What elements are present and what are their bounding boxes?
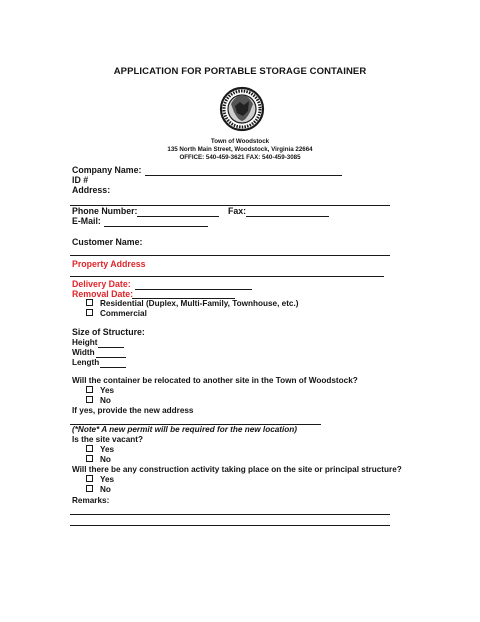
- customer-name-label: Customer Name:: [72, 237, 143, 247]
- site-yes[interactable]: Yes: [86, 445, 114, 454]
- width-field[interactable]: [96, 357, 126, 358]
- relocation-no[interactable]: No: [86, 396, 111, 405]
- removal-date-label: Removal Date:: [72, 289, 134, 299]
- remarks-line-2[interactable]: [70, 525, 390, 526]
- site-no-checkbox[interactable]: [86, 455, 93, 462]
- email-label: E-Mail:: [72, 216, 101, 226]
- delivery-date-label: Delivery Date:: [72, 279, 131, 289]
- height-label: Height: [72, 338, 98, 347]
- company-name-label: Company Name:: [72, 165, 142, 175]
- length-field[interactable]: [100, 367, 126, 368]
- customer-name-field[interactable]: [70, 255, 390, 256]
- commercial-option[interactable]: Commercial: [86, 309, 147, 318]
- permit-note: (*Note* A new permit will be required for the new location): [72, 425, 298, 434]
- fax-label: Fax:: [228, 206, 247, 216]
- company-name-field[interactable]: [145, 175, 342, 176]
- address-label: Address:: [72, 185, 111, 195]
- construction-no-checkbox[interactable]: [86, 485, 93, 492]
- construction-no[interactable]: No: [86, 485, 111, 494]
- relocation-followup: If yes, provide the new address: [72, 406, 194, 415]
- height-field[interactable]: [98, 347, 124, 348]
- relocation-no-checkbox[interactable]: [86, 396, 93, 403]
- relocation-question: Will the container be relocated to another site in the Town of Woodstock?: [72, 376, 358, 385]
- residential-checkbox[interactable]: [86, 299, 93, 306]
- construction-yes-checkbox[interactable]: [86, 475, 93, 482]
- phone-field[interactable]: [137, 216, 219, 217]
- fax-field[interactable]: [246, 216, 329, 217]
- town-seal-icon: [219, 82, 265, 138]
- site-yes-checkbox[interactable]: [86, 445, 93, 452]
- relocation-yes[interactable]: Yes: [86, 386, 114, 395]
- structure-heading: Size of Structure:: [72, 327, 145, 337]
- site-vacant-question: Is the site vacant?: [72, 435, 143, 444]
- residential-option[interactable]: Residential (Duplex, Multi-Family, Townhouse, etc.): [86, 299, 299, 308]
- remarks-label: Remarks:: [72, 496, 110, 505]
- site-no[interactable]: No: [86, 455, 111, 464]
- email-field[interactable]: [104, 226, 208, 227]
- town-address: 135 North Main Street, Woodstock, Virginia 22664: [167, 146, 313, 153]
- town-contact: OFFICE: 540-459-3621 FAX: 540-459-3085: [179, 154, 301, 161]
- relocation-yes-checkbox[interactable]: [86, 386, 93, 393]
- form-title: APPLICATION FOR PORTABLE STORAGE CONTAINER: [113, 66, 367, 77]
- length-label: Length: [72, 358, 100, 367]
- delivery-date-field[interactable]: [135, 289, 252, 290]
- id-label: ID #: [72, 175, 89, 185]
- width-label: Width: [72, 348, 95, 357]
- construction-yes[interactable]: Yes: [86, 475, 114, 484]
- phone-label: Phone Number:: [72, 206, 138, 216]
- town-name: Town of Woodstock: [210, 138, 270, 145]
- remarks-line-1[interactable]: [70, 514, 390, 515]
- property-address-label: Property Address: [72, 259, 146, 269]
- commercial-checkbox[interactable]: [86, 309, 93, 316]
- construction-question: Will there be any construction activity taking place on the site or principal structure?: [72, 465, 402, 474]
- property-address-field[interactable]: [70, 276, 384, 277]
